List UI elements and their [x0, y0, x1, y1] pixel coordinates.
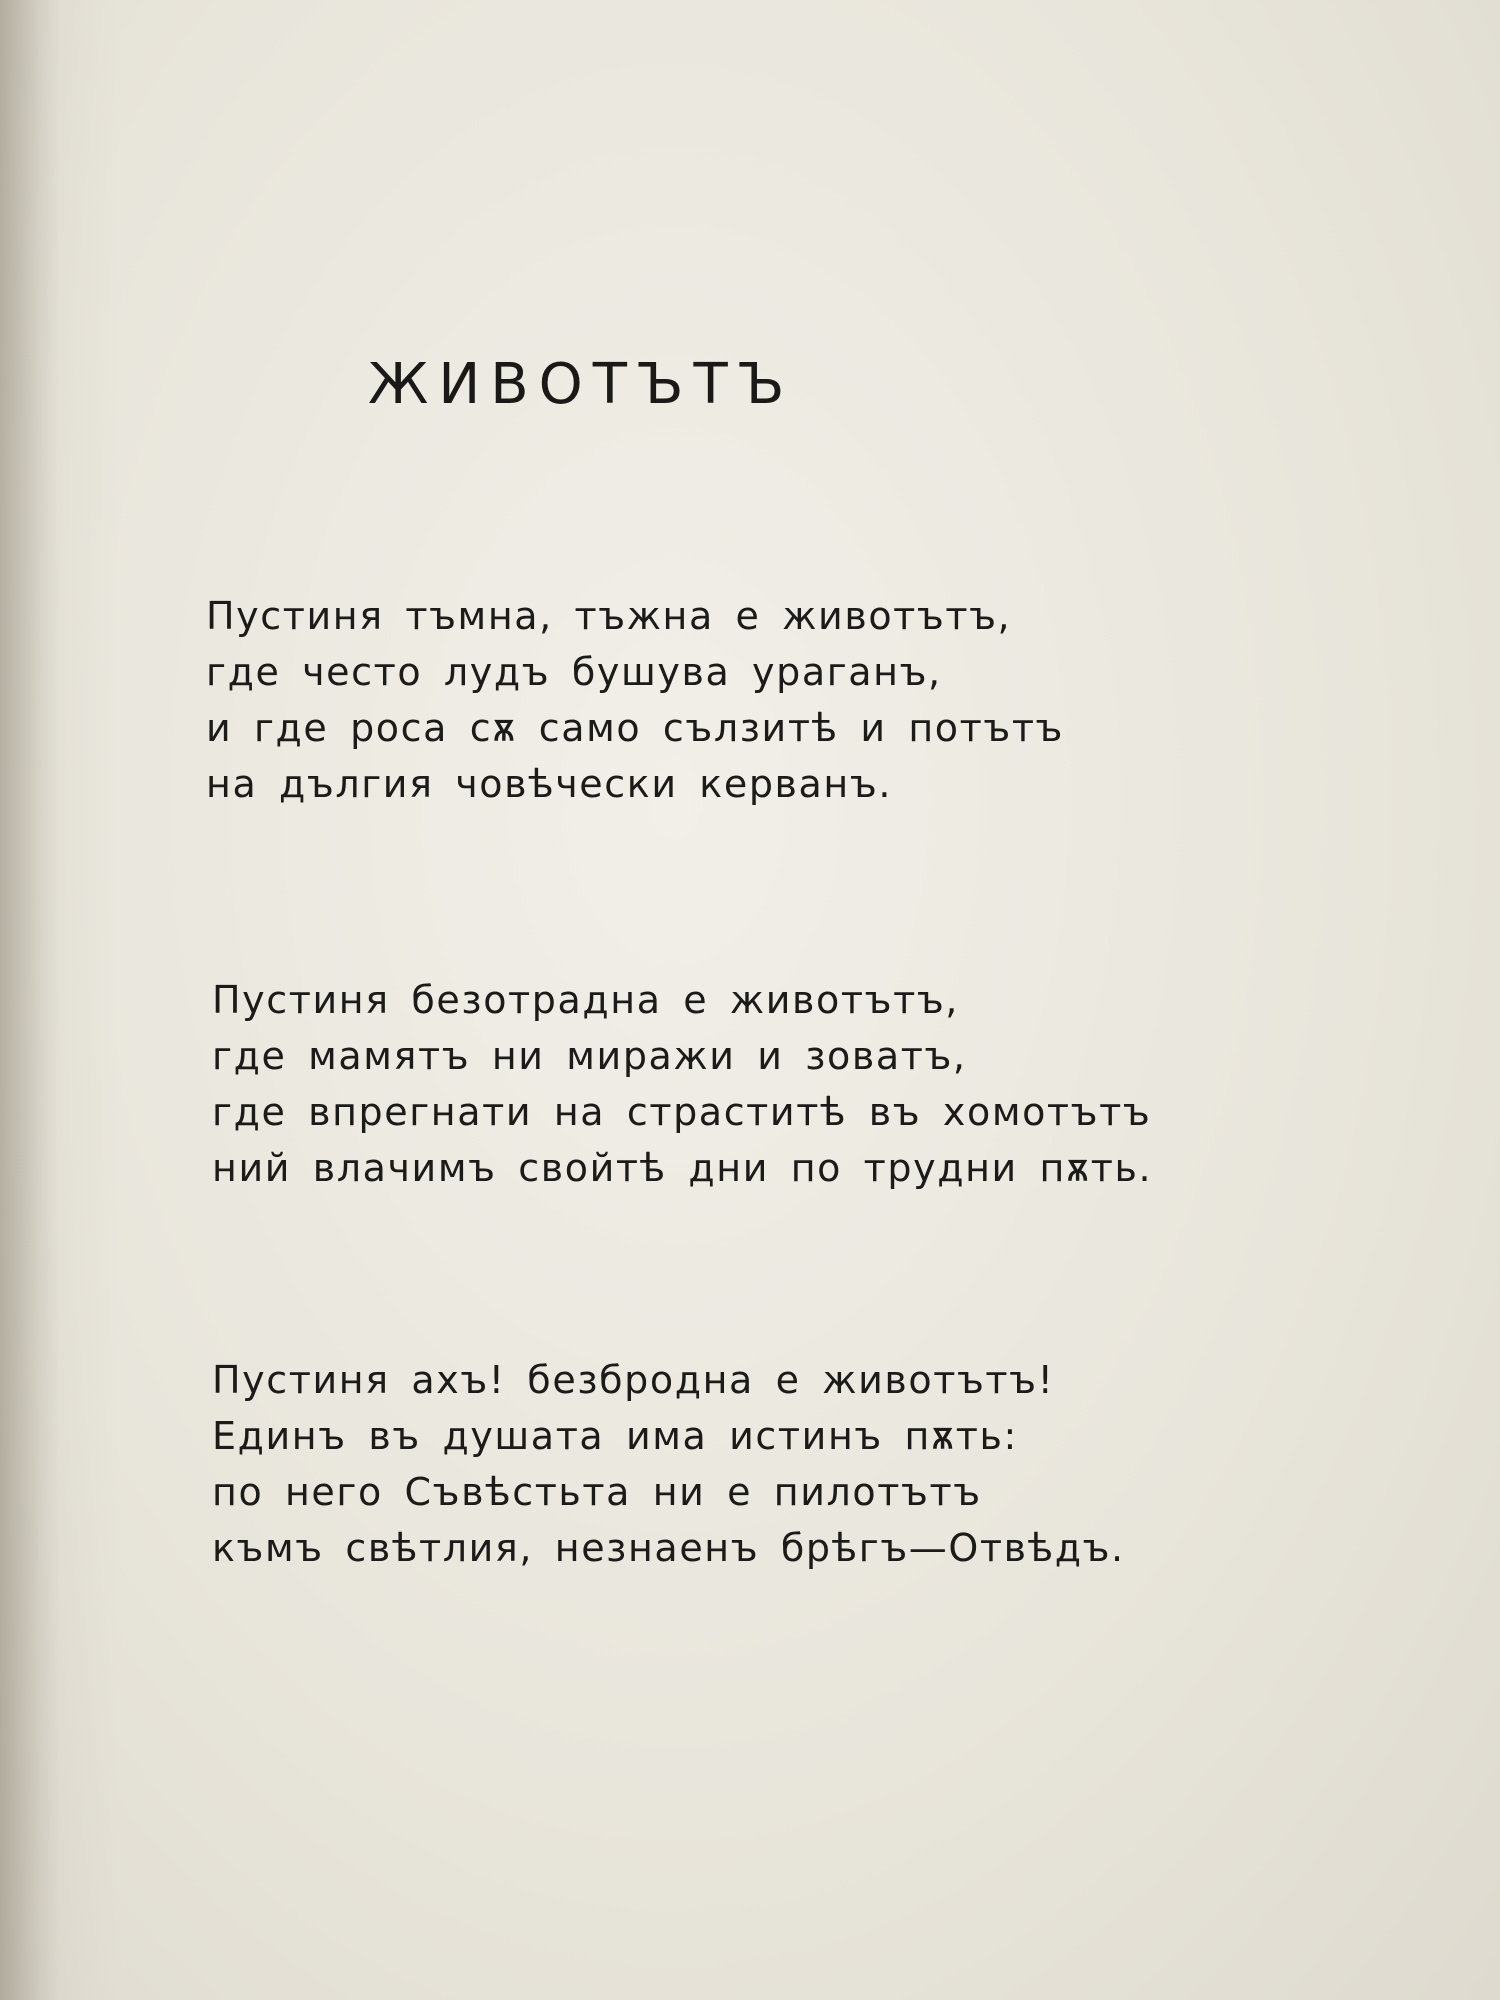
verse-line: где мамятъ ни миражи и зоватъ,	[212, 1034, 967, 1078]
verse-line: где често лудъ бушува ураганъ,	[206, 650, 942, 694]
verse-line: где впрегнати на страститѣ въ хомотътъ	[212, 1090, 1152, 1134]
verse-line: по него Съвѣстьта ни е пилотътъ	[212, 1470, 982, 1514]
verse-line: Пустиня ахъ! безбродна е животътъ!	[212, 1358, 1055, 1402]
page-gutter-shadow	[0, 0, 60, 2000]
poem-title: ЖИВОТЪТЪ	[368, 352, 795, 417]
verse-line: Пустиня тъмна, тъжна е животътъ,	[206, 594, 1012, 638]
verse-line: на дългия човѣчески керванъ.	[206, 762, 893, 806]
verse-line: Единъ въ душата има истинъ пѫть:	[212, 1414, 1018, 1458]
stanza	[206, 588, 1064, 812]
verse-line: Пустиня безотрадна е животътъ,	[212, 978, 959, 1022]
verse-line: ний влачимъ свойтѣ дни по трудни пѫть.	[212, 1146, 1153, 1190]
stanza	[206, 972, 1152, 1196]
stanza	[206, 1352, 1125, 1576]
verse-line: къмъ свѣтлия, незнаенъ брѣгъ—Отвѣдъ.	[212, 1526, 1125, 1570]
verse-line: и где роса сѫ само сълзитѣ и потътъ	[206, 706, 1065, 750]
